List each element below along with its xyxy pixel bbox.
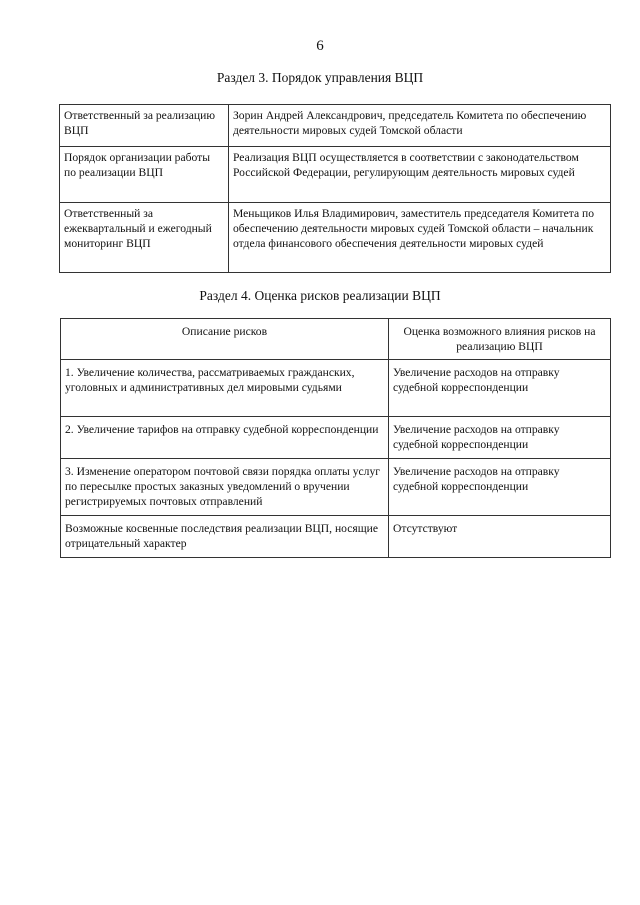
section4-title: Раздел 4. Оценка рисков реализации ВЦП [199,288,441,303]
risk-description: 3. Изменение оператором почтовой связи порядка оплаты услуг по пересылке простых заказных уведомлений о вручении регистрируемых почтовых отправлений [61,459,389,516]
table-row [60,147,611,203]
risk-description: Возможные косвенные последствия реализации ВЦП, носящие отрицательный характер [61,516,389,558]
risk-description: 2. Увеличение тарифов на отправку судебной корреспонденции [61,417,389,459]
row-value: Зорин Андрей Александрович, председатель Комитета по обеспечению деятельности мировых судей Томской области [229,105,611,147]
risk-description: 1. Увеличение количества, рассматриваемых гражданских, уголовных и административных дел мировыми судьями [61,360,389,417]
row-value: Меньщиков Илья Владимирович, заместитель председателя Комитета по обеспечению деятельности мировых судей Томской области – начальник отдела финансового обеспечения деятельности мировых судей [229,203,611,273]
risk-impact: Увеличение расходов на отправку судебной корреспонденции [389,360,611,417]
section3-title: Раздел 3. Порядок управления ВЦП [216,70,424,85]
row-label: Ответственный за ежеквартальный и ежегодный мониторинг ВЦП [60,203,229,273]
table-row [61,360,611,417]
risk-impact: Отсутствуют [389,516,611,558]
risk-impact: Увеличение расходов на отправку судебной корреспонденции [389,417,611,459]
risk-impact: Увеличение расходов на отправку судебной корреспонденции [389,459,611,516]
risk-table [60,318,611,558]
table-row [60,105,611,147]
row-label: Порядок организации работы по реализации ВЦП [60,147,229,203]
management-table [59,104,611,273]
table-row [61,516,611,558]
table-row [61,417,611,459]
table-header-row [61,319,611,360]
column-header-impact: Оценка возможного влияния рисков на реализацию ВЦП [389,319,611,360]
page-number: 6 [316,38,324,54]
table-row [61,459,611,516]
column-header-risks: Описание рисков [61,319,389,360]
row-label: Ответственный за реализацию ВЦП [60,105,229,147]
table-row [60,203,611,273]
row-value: Реализация ВЦП осуществляется в соответствии с законодательством Российской Федерации, регулирующим деятельность мировых судей [229,147,611,203]
